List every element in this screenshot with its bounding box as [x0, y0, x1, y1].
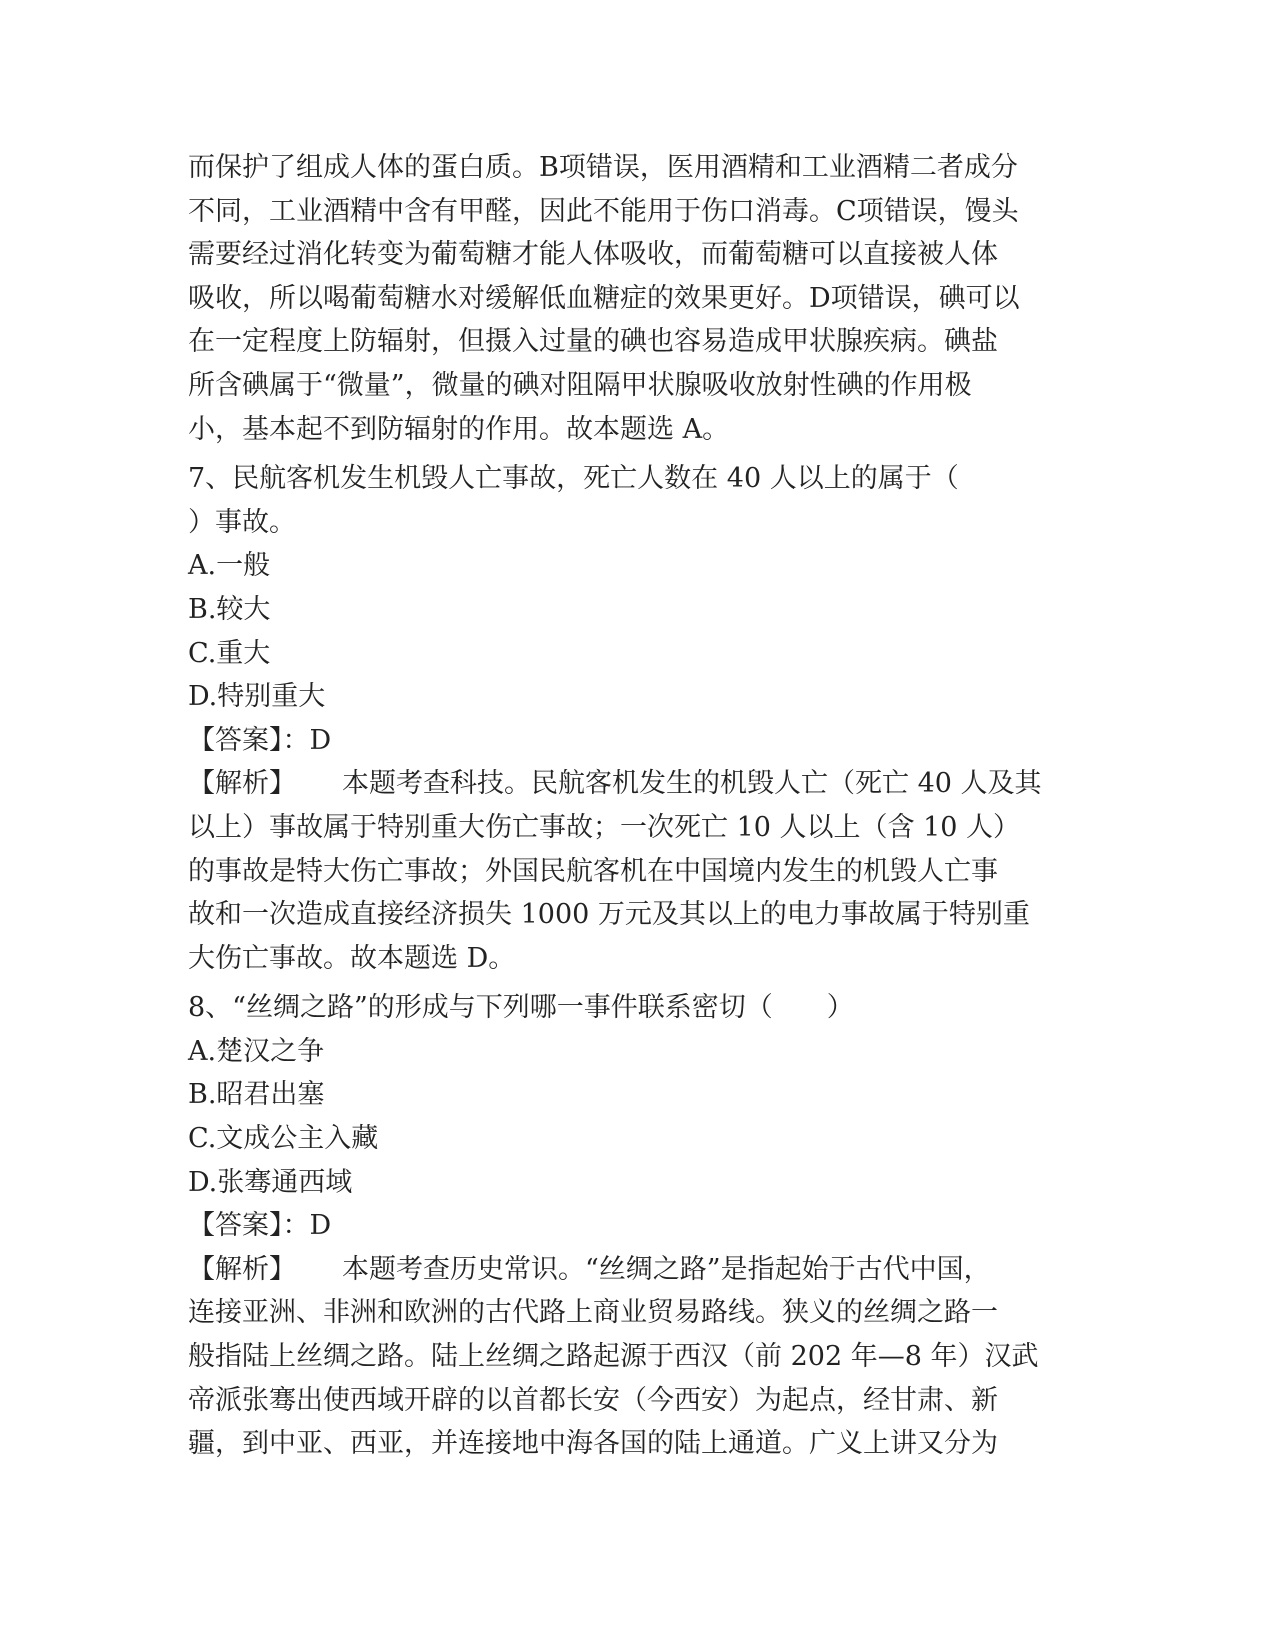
analysis-line: 故和一次造成直接经济损失 1000 万元及其以上的电力事故属于特别重 — [188, 899, 1030, 931]
question-8-analysis-first-line — [188, 1248, 1088, 1292]
previous-analysis — [188, 146, 1088, 451]
analysis-line: 疆，到中亚、西亚，并连接地中海各国的陆上通道。广义上讲又分为 — [188, 1428, 998, 1460]
analysis-line: 不同，工业酒精中含有甲醛，因此不能用于伤口消毒。C项错误，馒头 — [188, 195, 1019, 227]
question-8-option-a: A.楚汉之争 — [188, 1035, 325, 1067]
analysis-label: 【解析】 — [188, 768, 296, 800]
analysis-line: 所含碘属于“微量”，微量的碘对阻隔甲状腺吸收放射性碘的作用极 — [188, 369, 972, 401]
analysis-line: 帝派张骞出使西域开辟的以首都长安（今西安）为起点，经甘肃、新 — [188, 1384, 998, 1416]
analysis-line: 大伤亡事故。故本题选 D。 — [188, 942, 516, 974]
question-8-option-c: C.文成公主入藏 — [188, 1123, 379, 1155]
analysis-text: 本题考查历史常识。“丝绸之路”是指起始于古代中国， — [342, 1253, 991, 1285]
question-7 — [188, 457, 1088, 980]
question-7-option-b: B.较大 — [188, 593, 271, 625]
analysis-line: 小，基本起不到防辐射的作用。故本题选 A。 — [188, 413, 730, 445]
analysis-line: 需要经过消化转变为葡萄糖才能人体吸收，而葡萄糖可以直接被人体 — [188, 239, 998, 271]
analysis-line: 连接亚洲、非洲和欧洲的古代路上商业贸易路线。狭义的丝绸之路一 — [188, 1297, 998, 1329]
question-8-option-b: B.昭君出塞 — [188, 1079, 325, 1111]
question-7-answer: 【答案】：D — [188, 724, 332, 756]
question-7-analysis-first-line — [188, 762, 1088, 806]
question-7-text: ）事故。 — [188, 506, 296, 538]
analysis-text: 本题考查科技。民航客机发生的机毁人亡（死亡 40 人及其 — [342, 768, 1042, 800]
question-8-text: 8、“丝绸之路”的形成与下列哪一事件联系密切（ ） — [188, 992, 854, 1024]
page-content — [188, 146, 1088, 1466]
question-8-option-d: D.张骞通西域 — [188, 1166, 353, 1198]
question-8 — [188, 986, 1088, 1466]
analysis-label: 【解析】 — [188, 1253, 296, 1285]
question-7-option-c: C.重大 — [188, 637, 271, 669]
analysis-line: 以上）事故属于特别重大伤亡事故；一次死亡 10 人以上（含 10 人） — [188, 811, 1021, 843]
question-7-text: 7、民航客机发生机毁人亡事故，死亡人数在 40 人以上的属于（ — [188, 463, 959, 495]
question-7-option-d: D.特别重大 — [188, 681, 326, 713]
analysis-line: 在一定程度上防辐射，但摄入过量的碘也容易造成甲状腺疾病。碘盐 — [188, 326, 998, 358]
analysis-line: 吸收，所以喝葡萄糖水对缓解低血糖症的效果更好。D项错误，碘可以 — [188, 282, 1020, 314]
question-7-option-a: A.一般 — [188, 550, 271, 582]
analysis-line: 般指陆上丝绸之路。陆上丝绸之路起源于西汉（前 202 年—8 年）汉武 — [188, 1341, 1039, 1373]
analysis-line: 的事故是特大伤亡事故；外国民航客机在中国境内发生的机毁人亡事 — [188, 855, 998, 887]
analysis-line: 而保护了组成人体的蛋白质。B项错误，医用酒精和工业酒精二者成分 — [188, 152, 1018, 183]
question-8-answer: 【答案】：D — [188, 1210, 332, 1242]
